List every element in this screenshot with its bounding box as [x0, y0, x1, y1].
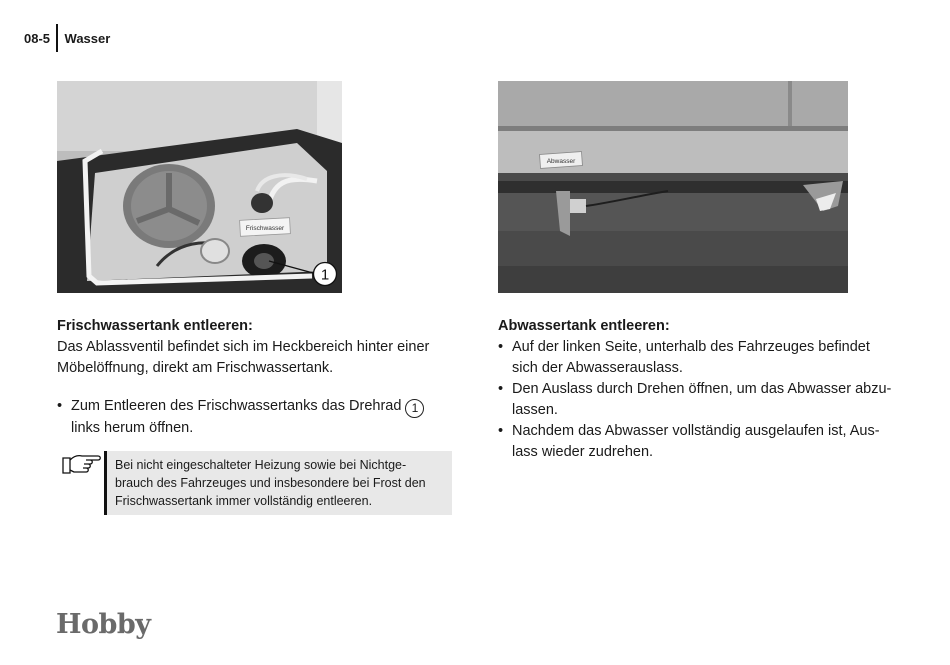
- right-column: [498, 316, 898, 463]
- hint-box: [104, 451, 452, 515]
- bullet-text: Den Auslass durch Drehen öffnen, um das Abwasser abzu-: [512, 381, 892, 397]
- hobby-logo: Hobby: [56, 609, 151, 640]
- bullet-text: links herum öffnen.: [71, 420, 194, 436]
- waste-water-sticker-label: Abwasser: [546, 158, 576, 165]
- bullet-text: Zum Entleeren des Frischwassertanks das Drehrad: [71, 398, 402, 414]
- bullet-text: lassen.: [512, 402, 558, 418]
- hint-line: brauch des Fahrzeuges und insbesondere bei Frost den: [115, 476, 426, 490]
- hint-line: Frischwassertank immer vollständig entleeren.: [115, 494, 373, 508]
- valve-callout-number: 1: [320, 266, 330, 284]
- left-column: [57, 316, 452, 439]
- fresh-water-tank-photo: [57, 81, 342, 293]
- intro-line: Möbelöffnung, direkt am Frischwassertank.: [57, 360, 334, 376]
- fresh-water-sticker-label: Frischwasser: [245, 225, 285, 232]
- page-header: [24, 24, 110, 52]
- intro-line: Das Ablassventil befindet sich im Heckbereich hinter einer: [57, 339, 430, 355]
- waste-water-outlet-photo: [498, 81, 848, 293]
- pointing-hand-icon: [60, 452, 102, 478]
- fresh-water-heading: Frischwassertank entleeren:: [57, 318, 253, 334]
- waste-water-bullet: • Den Auslass durch Drehen öffnen, um das Abwasser abzu- lassen.: [498, 379, 898, 421]
- waste-water-bullet: • Nachdem das Abwasser vollständig ausgelaufen ist, Aus- lass wieder zudrehen.: [498, 421, 898, 463]
- waste-water-heading: Abwassertank entleeren:: [498, 318, 670, 334]
- section-title: Wasser: [64, 30, 111, 46]
- waste-water-bullet: • Auf der linken Seite, unterhalb des Fahrzeuges befindet sich der Abwasserauslass.: [498, 337, 898, 379]
- bullet-text: Nachdem das Abwasser vollständig ausgelaufen ist, Aus-: [512, 423, 880, 439]
- circled-number-symbol: 1: [405, 399, 424, 418]
- fresh-water-bullet: • Zum Entleeren des Frischwassertanks das Drehrad 1 links herum öffnen.: [57, 396, 452, 439]
- page-number: 08-5: [24, 30, 51, 46]
- bullet-text: lass wieder zudrehen.: [512, 444, 654, 460]
- hint-line: Bei nicht eingeschalteter Heizung sowie bei Nichtge-: [115, 458, 407, 472]
- bullet-text: sich der Abwasserauslass.: [512, 360, 683, 376]
- fresh-water-intro: [57, 337, 452, 379]
- bullet-text: Auf der linken Seite, unterhalb des Fahrzeuges befindet: [512, 339, 870, 355]
